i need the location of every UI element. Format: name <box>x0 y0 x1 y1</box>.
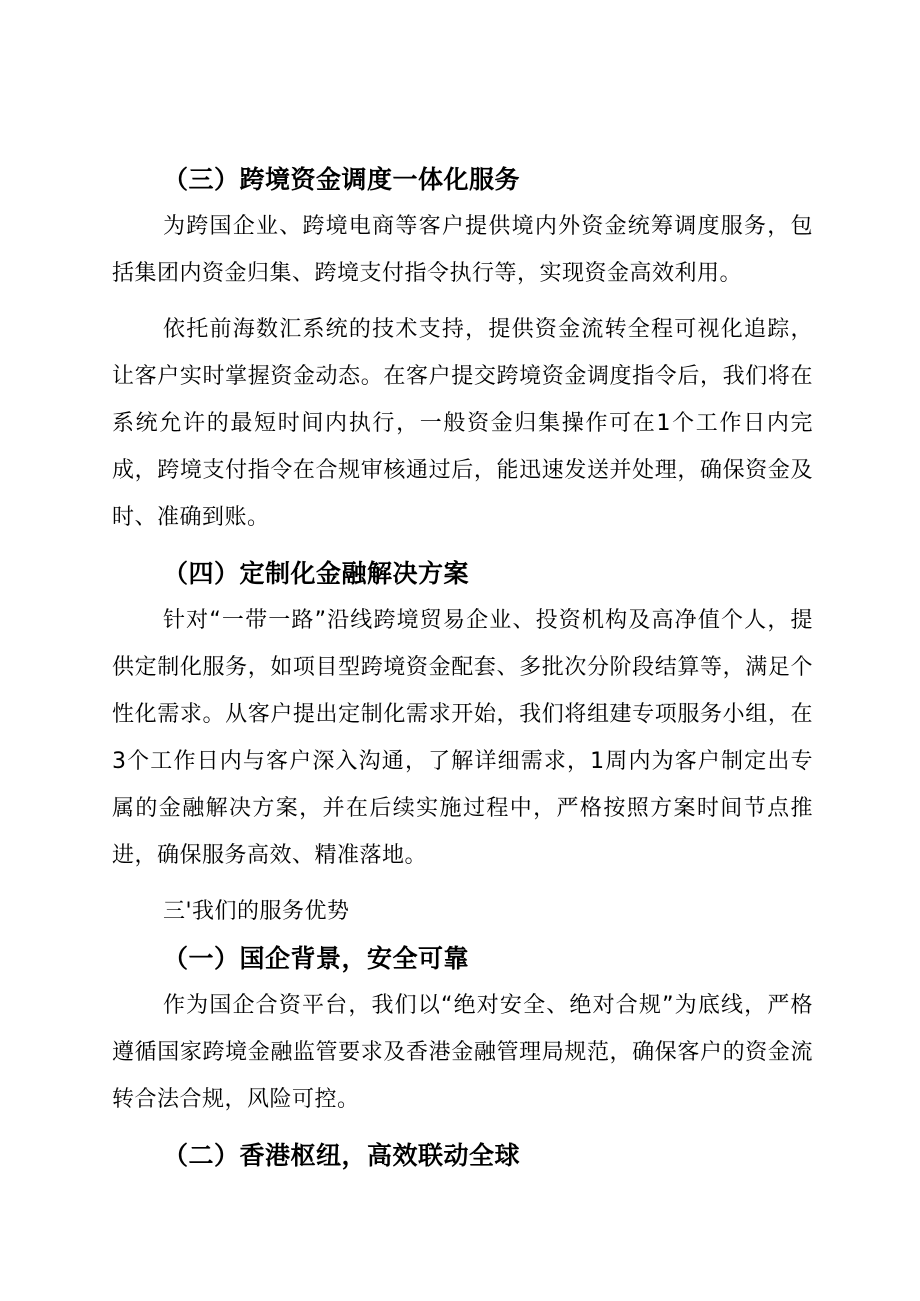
paragraph-fund-dispatch-detail: 依托前海数汇系统的技术支持，提供资金流转全程可视化追踪，让客户实时掌握资金动态。在客户提交跨境资金调度指令后，我们将在系统允许的最短时间内执行，一般资金归集操作可在1个工作日内完成，跨境支付指令在合规审核通过后，能迅速发送并处理，确保资金及时、准确到账。 <box>112 317 813 530</box>
section-heading-hongkong-hub-global-linkage: （二）香港枢纽，高效联动全球 <box>163 1141 521 1170</box>
section-heading-soe-background-safety: （一）国企背景，安全可靠 <box>163 944 470 973</box>
section-heading-cross-border-fund-dispatch: （三）跨境资金调度一体化服务 <box>163 165 521 194</box>
paragraph-fund-dispatch-intro: 为跨国企业、跨境电商等客户提供境内外资金统筹调度服务，包括集团内资金归集、跨境支付指令执行等，实现资金高效利用。 <box>112 214 813 286</box>
section-heading-customized-financial-solutions: （四）定制化金融解决方案 <box>163 559 470 588</box>
paragraph-soe-background-detail: 作为国企合资平台，我们以“绝对安全、绝对合规”为底线，严格遵循国家跨境金融监管要求及香港金融管理局规范，确保客户的资金流转合法合规，风险可控。 <box>112 993 813 1112</box>
line-our-service-advantages: 三'我们的服务优势 <box>163 899 350 924</box>
paragraph-customized-solutions-detail: 针对“一带一路”沿线跨境贸易企业、投资机构及高净值个人，提供定制化服务，如项目型跨境资金配套、多批次分阶段结算等，满足个性化需求。从客户提出定制化需求开始，我们将组建专项服务小组，在3个工作日内与客户深入沟通，了解详细需求，1周内为客户制定出专属的金融解决方案，并在后续实施过程中，严格按照方案时间节点推进，确保服务高效、精准落地。 <box>112 608 813 868</box>
